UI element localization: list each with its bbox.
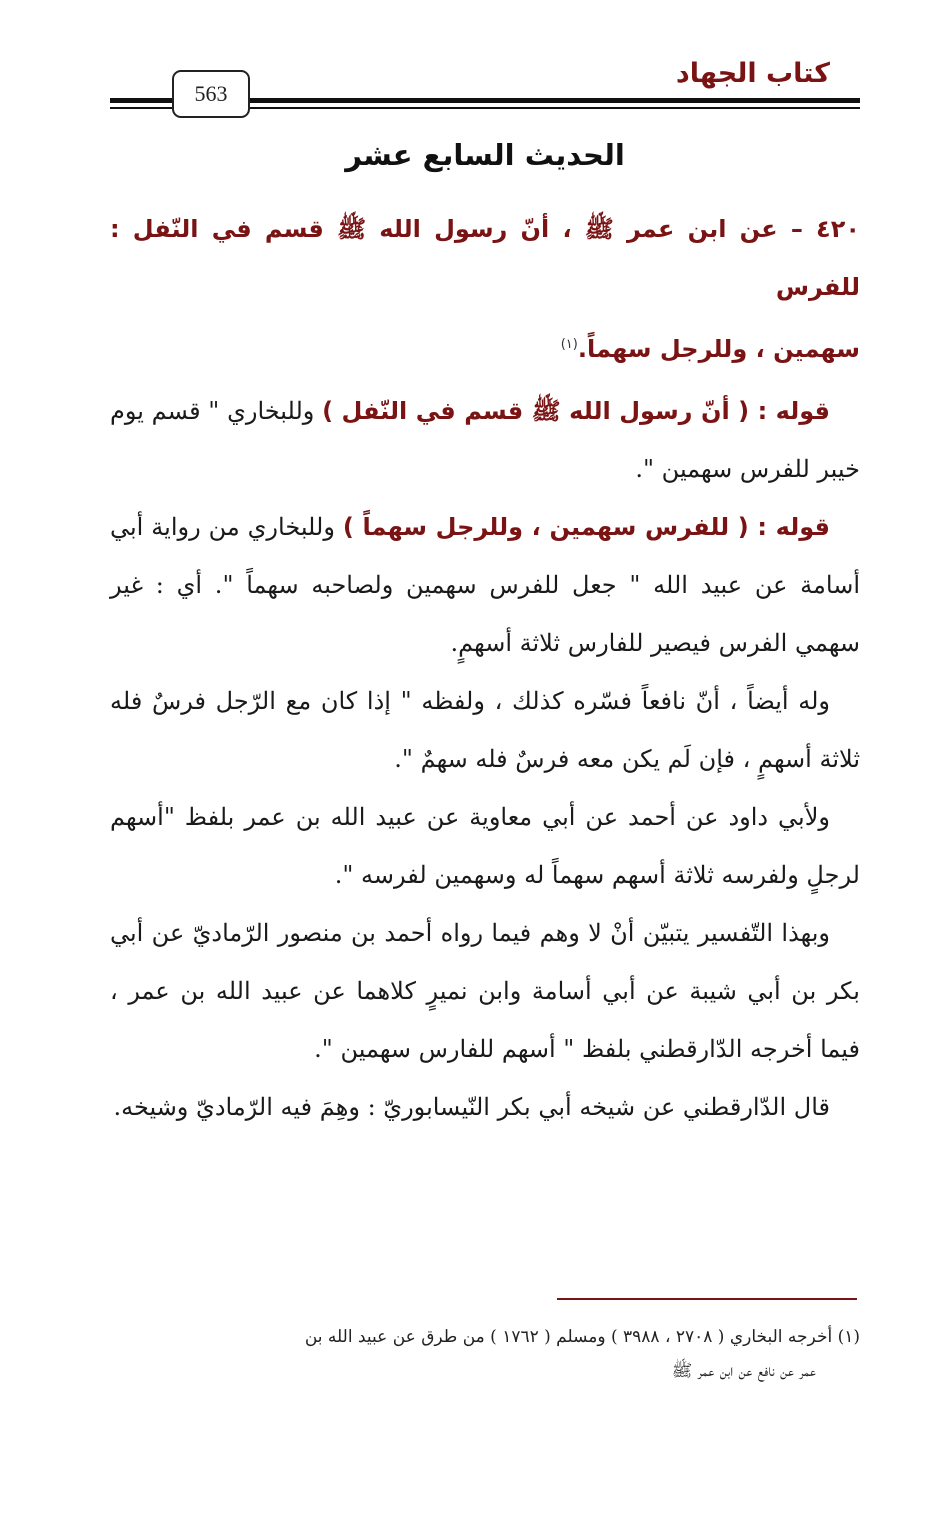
hadith-line-1: ٤٢٠ – عن ابن عمر ﷺ ، أنّ رسول الله ﷺ قسم في النّفل : للفرس xyxy=(110,215,860,301)
hadith-line-2 xyxy=(110,316,860,378)
paragraph-text: وللبخاري " قسم يوم خيبر للفرس سهمين ". xyxy=(110,397,860,483)
quoted-phrase: قوله : ( أنّ رسول الله ﷺ قسم في النّفل ) xyxy=(322,397,830,425)
footnote-line: عمر عن نافع عن ابن عمر ﷺ xyxy=(671,1361,816,1381)
commentary-paragraph: وبهذا التّفسير يتبيّن أنْ لا وهم فيما رواه أحمد بن منصور الرّماديّ عن أبي بكر بن أبي شيبة عن أبي أسامة وابن نميرٍ كلاهما عن عبيد الله بن عمر ، فيما أخرجه الدّارقطني بلفظ " أسهم للفارس سهمين ". xyxy=(110,919,860,1063)
page-header xyxy=(110,52,860,122)
footnote xyxy=(110,1320,860,1388)
page-number: 563 xyxy=(172,70,250,118)
commentary-paragraph: وله أيضاً ، أنّ نافعاً فسّره كذلك ، ولفظه " إذا كان مع الرّجل فرسٌ فله ثلاثة أسهمٍ ، فإن لَم يكن معه فرسٌ فله سهمٌ ". xyxy=(110,687,860,773)
commentary xyxy=(110,382,860,1136)
commentary-paragraph xyxy=(110,382,860,498)
book-title: كتاب الجهاد xyxy=(675,58,830,89)
hadith-line-2-text: سهمين ، وللرجل سهماً. xyxy=(577,335,860,363)
quoted-phrase: قوله : ( للفرس سهمين ، وللرجل سهماً ) xyxy=(342,513,831,541)
commentary-paragraph: قال الدّارقطني عن شيخه أبي بكر النّيسابوريّ : وهِمَ فيه الرّماديّ وشيخه. xyxy=(113,1093,830,1121)
commentary-paragraph: ولأبي داود عن أحمد عن أبي معاوية عن عبيد الله بن عمر بلفظ "أسهم لرجلٍ ولفرسه ثلاثة أسهم سهماً له وسهمين لفرسه ". xyxy=(110,803,860,889)
commentary-paragraph xyxy=(110,498,860,672)
hadith-title: الحديث السابع عشر xyxy=(345,138,625,172)
footnote-reference: (١) xyxy=(560,337,578,352)
footnote-line: (١) أخرجه البخاري ( ٢٧٠٨ ، ٣٩٨٨ ) ومسلم ( ١٧٦٢ ) من طرق عن عبيد الله بن xyxy=(304,1327,860,1347)
footnote-separator xyxy=(557,1298,857,1300)
paragraph-text: وللبخاري من رواية أبي أسامة عن عبيد الله " جعل للفرس سهمين ولصاحبه سهماً ". أي : غير سهمي الفرس فيصير للفارس ثلاثة أسهمٍ. xyxy=(110,513,860,657)
hadith-text xyxy=(110,200,860,378)
